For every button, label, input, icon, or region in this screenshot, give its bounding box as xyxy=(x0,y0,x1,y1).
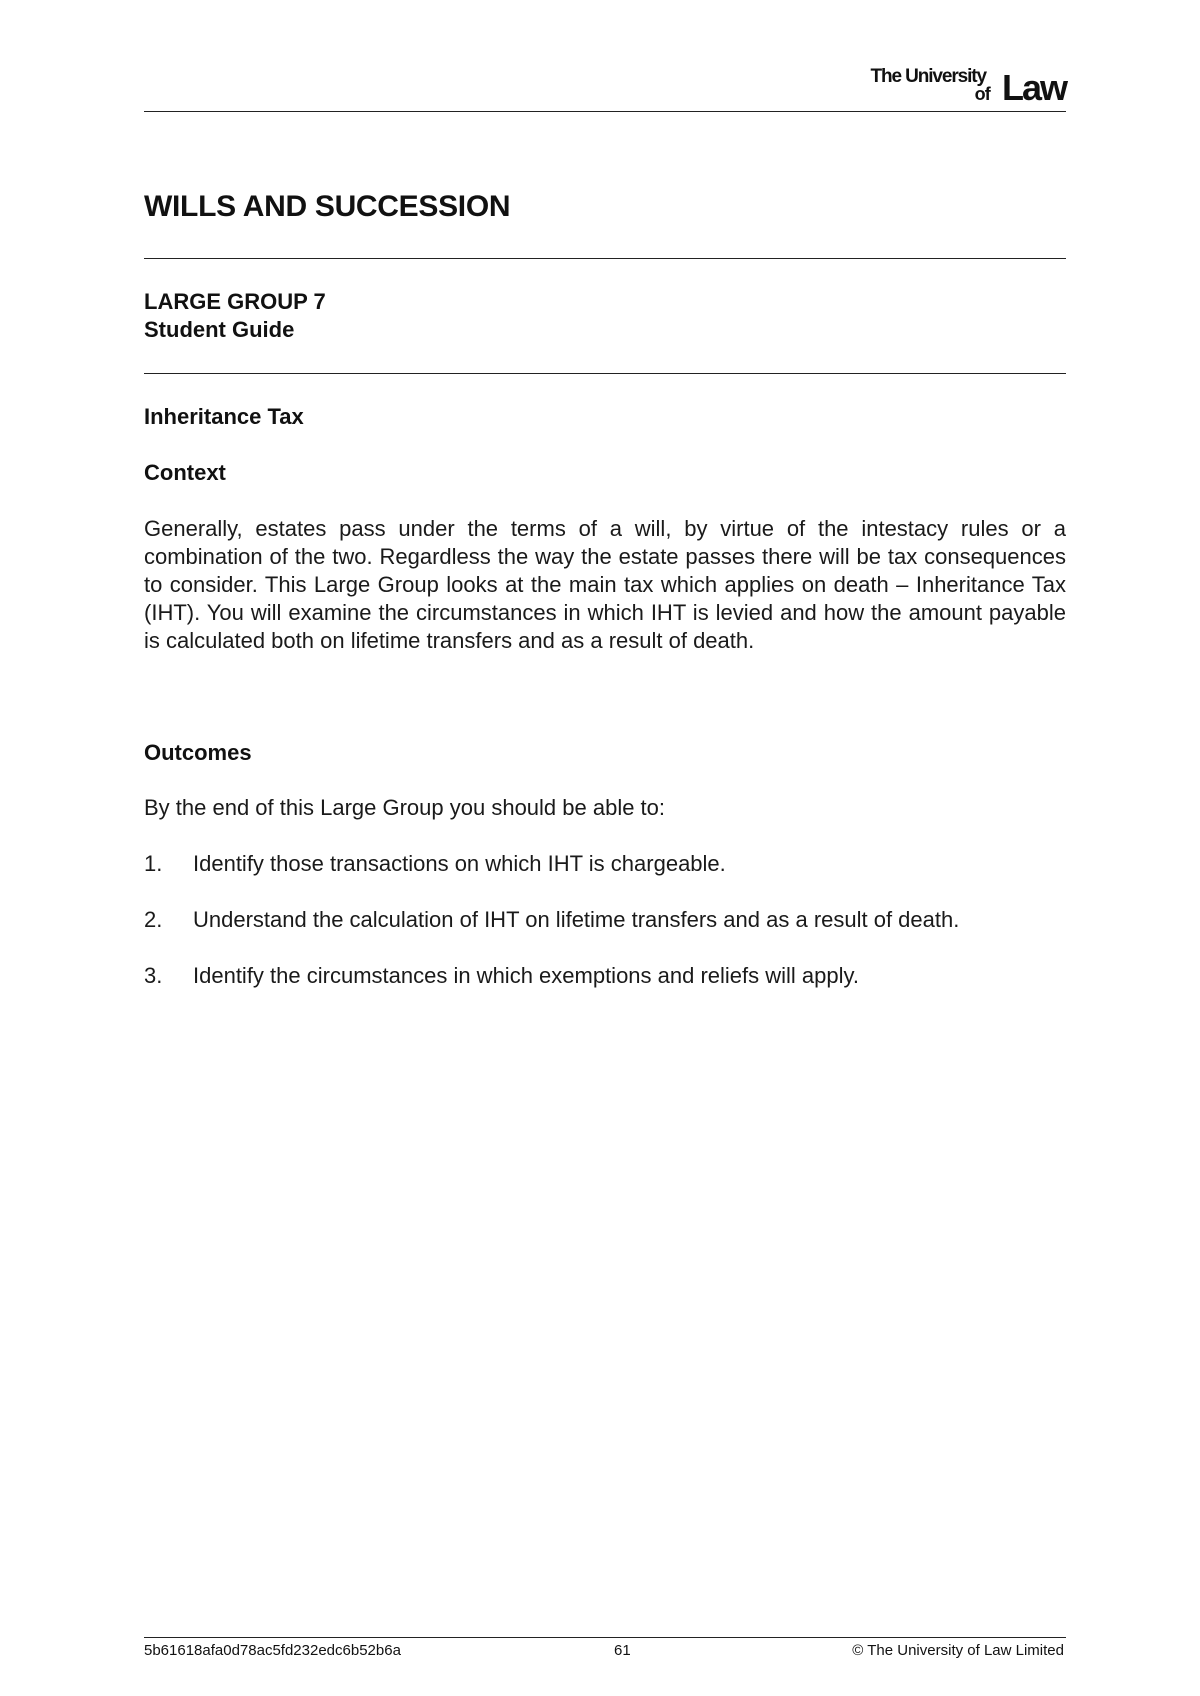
student-guide-label: Student Guide xyxy=(144,317,295,342)
outcomes-intro: By the end of this Large Group you should be able to: xyxy=(144,795,666,820)
footer-page-number: 61 xyxy=(614,1642,631,1659)
outcome-item xyxy=(144,851,1066,877)
large-group-label: LARGE GROUP 7 xyxy=(144,289,326,314)
document-title: WILLS AND SUCCESSION xyxy=(144,190,511,223)
logo-text-the-university: The University xyxy=(870,66,986,87)
outcome-number: 2. xyxy=(144,907,163,932)
context-heading: Context xyxy=(144,460,226,485)
outcome-item xyxy=(144,963,1066,989)
outcome-text: Understand the calculation of IHT on lifetime transfers and as a result of death. xyxy=(193,907,960,932)
title-rule xyxy=(144,258,1066,259)
outcome-number: 1. xyxy=(144,851,163,876)
logo-text-of: of xyxy=(974,84,990,104)
header-rule xyxy=(144,111,1066,112)
group-block xyxy=(144,288,326,344)
university-of-law-logo xyxy=(850,64,1066,112)
outcome-item xyxy=(144,907,1066,933)
outcome-number: 3. xyxy=(144,963,163,988)
group-rule xyxy=(144,373,1066,374)
footer-copyright: © The University of Law Limited xyxy=(852,1642,1064,1659)
outcome-text: Identify the circumstances in which exemptions and reliefs will apply. xyxy=(193,963,860,988)
outcomes-heading: Outcomes xyxy=(144,740,252,765)
footer-rule xyxy=(144,1637,1066,1638)
footer-document-id: 5b61618afa0d78ac5fd232edc6b52b6a xyxy=(144,1642,401,1659)
logo-text-law: Law xyxy=(1001,67,1066,108)
outcome-text: Identify those transactions on which IHT is chargeable. xyxy=(193,851,726,876)
topic-heading: Inheritance Tax xyxy=(144,404,304,429)
context-paragraph: Generally, estates pass under the terms of a will, by virtue of the intestacy rules or a combination of the two. Regardless the way the estate passes there will be tax consequences to consider. This Large Group looks at the main tax which applies on death – Inheritance Tax (IHT). You will examine the circumstances in which IHT is levied and how the amount payable is calculated both on lifetime transfers and as a result of death. xyxy=(144,516,1066,653)
